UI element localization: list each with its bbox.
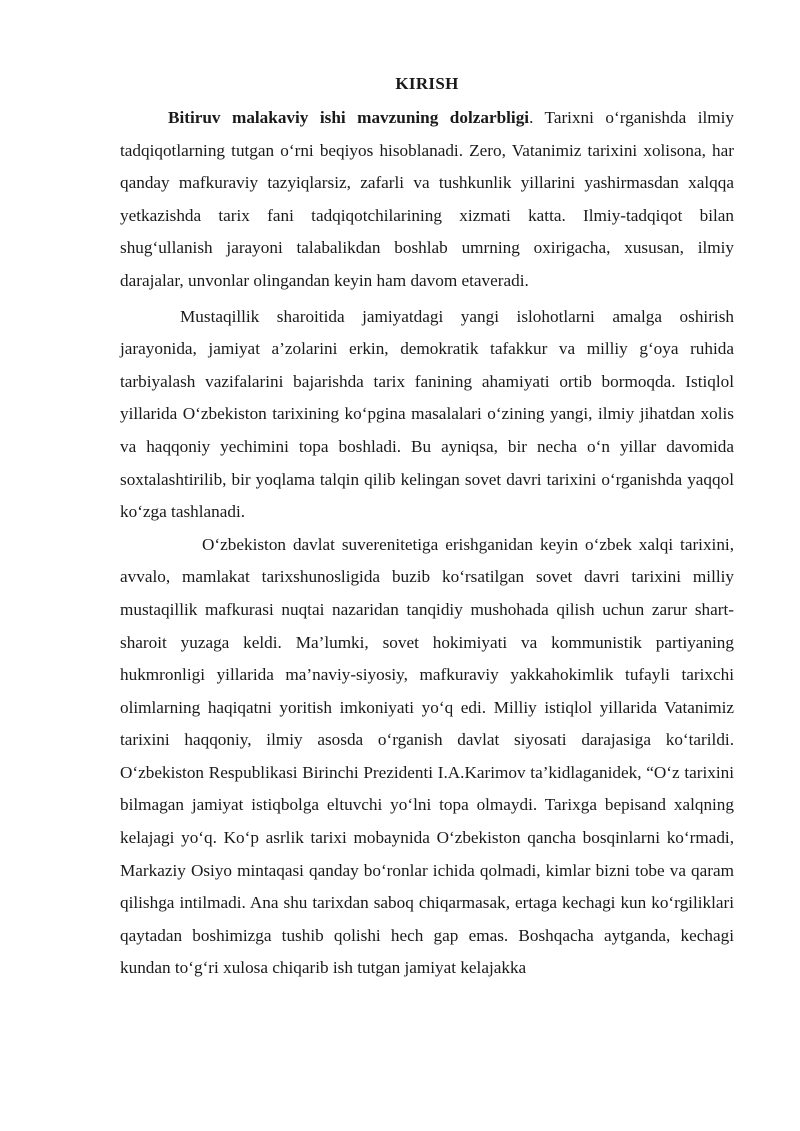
paragraph-text: O‘zbekiston davlat suverenitetiga erishganidan keyin o‘zbek xalqi tarixini, avvalo, mamlakat tarixshunosligida buzib ko‘rsatilgan sovet davri tarixini milliy mustaqillik mafkurasi nuqtai nazaridan tanqidiy mushohada qilish uchun zarur shart-sharoit yuzaga keldi. Ma’lumki, sovet hokimiyati va kommunistik partiyaning hukmronligi yillarida ma’naviy-siyosiy, mafkuraviy yakkahokimlik tufayli tarixchi olimlarning haqiqatni yoritish imkoniyati yo‘q edi. Milliy istiqlol yillarida Vatanimiz tarixini haqqoniy, ilmiy asosda o‘rganish davlat siyosati darajasiga ko‘tarildi. O‘zbekiston Respublikasi Birinchi Prezidenti I.A.Karimov ta’kidlaganidek, “O‘z tarixini bilmagan jamiyat istiqbolga eltuvchi yo‘lni topa olmaydi. Tarixga bepisand xalqning kelajagi yo‘q. Ko‘p asrlik tarixi mobaynida O‘zbekiston qancha bosqinlarni ko‘rmadi, Markaziy Osiyo mintaqasi qanday bo‘ronlar ichida qolmadi, kimlar bizni tobe va qaram qilishga intilmadi. Ana shu tarixdan saboq chiqarmasak, ertaga kechagi kun ko‘rgiliklari qaytadan boshimizga tushib qolishi hech gap emas. Boshqacha aytganda, kechagi kundan to‘g‘ri xulosa chiqarib ish tutgan jamiyat kelajakka	[120, 534, 734, 978]
paragraph-relevance	[120, 102, 734, 298]
document-page	[120, 72, 734, 985]
paragraph-text: Mustaqillik sharoitida jamiyatdagi yangi islohotlarni amalga oshirish jarayonida, jamiyat a’zolarini erkin, demokratik tafakkur va milliy g‘oya ruhida tarbiyalash vazifalarini bajarishda tarix fanining ahamiyati ortib bormoqda. Istiqlol yillarida O‘zbekiston tarixining ko‘pgina masalalari o‘zining yangi, ilmiy jihatdan xolis va haqqoniy yechimini topa boshladi. Bu ayniqsa, bir necha o‘n yillar davomida soxtalashtirilib, bir yoqlama talqin qilib kelingan sovet davri tarixini o‘rganishda yaqqol ko‘zga tashlanadi.	[120, 306, 734, 522]
paragraph-independence	[120, 301, 734, 529]
paragraph-sovereignty	[120, 529, 734, 985]
paragraph-lead-heading: Bitiruv malakaviy ishi mavzuning dolzarbligi	[168, 108, 530, 127]
page-title: KIRISH	[395, 74, 459, 93]
paragraph-text: . Tarixni o‘rganishda ilmiy tadqiqotlarning tutgan o‘rni beqiyos hisoblanadi. Zero, Vatanimiz tarixini xolisona, har qanday mafkuraviy tazyiqlarsiz, zafarli va tushkunlik yillarini yashirmasdan xalqqa yetkazishda tarix fani tadqiqotchilarining xizmati katta. Ilmiy-tadqiqot bilan shug‘ullanish jarayoni talabalikdan boshlab umrning oxirigacha, xususan, ilmiy darajalar, unvonlar olingandan keyin ham davom etaveradi.	[120, 108, 734, 290]
